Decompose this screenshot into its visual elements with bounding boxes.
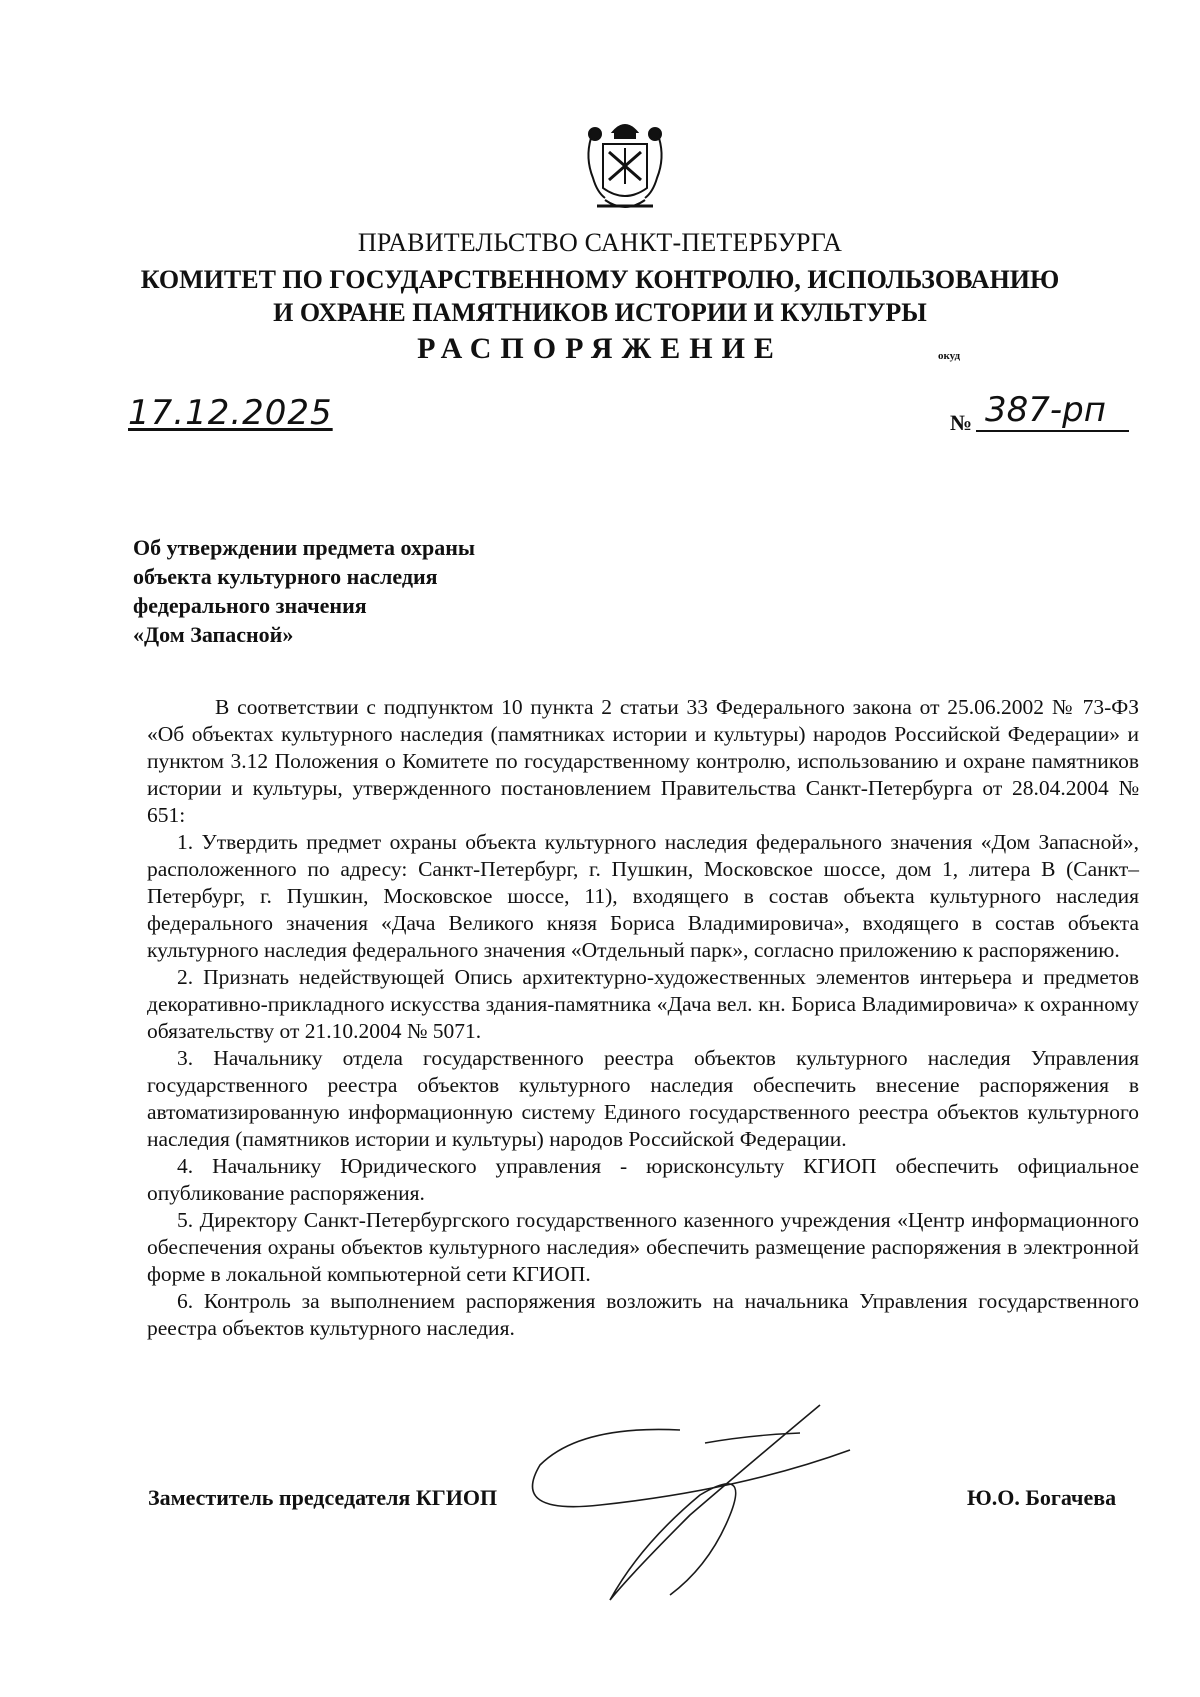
order-item-4: 4. Начальнику Юридического управления - юрисконсульту КГИОП обеспечить официальное опубликование распоряжения. [147,1154,1139,1205]
saint-petersburg-coat-of-arms-icon [583,118,667,218]
number-label: № [950,410,973,435]
order-item-5: 5. Директору Санкт-Петербургского государственного казенного учреждения «Центр информационного обеспечения охраны объектов культурного наследия» обеспечить размещение распоряжения в электронной форме в локальной компьютерной сети КГИОП. [147,1208,1139,1286]
document-number: 387-рп [985,390,1106,430]
number-underline [976,430,1129,432]
order-item-1: 1. Утвердить предмет охраны объекта культурного наследия федерального значения «Дом Запасной», расположенного по адресу: Санкт-Петербург, г. Пушкин, Московское шоссе, дом 1, литера В (Санкт–Петербург, г. Пушкин, Московское шоссе, 11), входящего в состав объекта культурного наследия федерального значения «Дача Великого князя Бориса Владимировича», входящего в состав объекта культурного наследия федерального значения «Отдельный парк», согласно приложению к распоряжению. [147,830,1139,962]
committee-line-2: И ОХРАНЕ ПАМЯТНИКОВ ИСТОРИИ И КУЛЬТУРЫ [273,298,927,327]
committee-line-1: КОМИТЕТ ПО ГОСУДАРСТВЕННОМУ КОНТРОЛЮ, ИСПОЛЬЗОВАНИЮ [140,265,1060,294]
document-body [147,694,1139,1342]
title-line: объекта культурного наследия [133,564,438,589]
signatory-name: Ю.О. Богачева [967,1485,1117,1510]
order-item-2: 2. Признать недействующей Опись архитектурно-художественных элементов интерьера и предметов декоративно-прикладного искусства здания-памятника «Дача вел. кн. Бориса Владимировича» к охранному обязательству от 21.10.2004 № 5071. [147,965,1139,1043]
committee-name [0,263,1200,329]
title-line: «Дом Запасной» [133,622,294,647]
title-line: федерального значения [133,593,367,618]
title-line: Об утверждении предмета охраны [133,535,476,560]
government-name: ПРАВИТЕЛЬСТВО САНКТ-ПЕТЕРБУРГА [357,228,843,257]
document-title [133,533,475,649]
document-type: РАСПОРЯЖЕНИЕ [417,332,783,365]
intro-paragraph: В соответствии с подпунктом 10 пункта 2 статьи 33 Федерального закона от 25.06.2002 № 73-ФЗ «Об объектах культурного наследия (памятниках истории и культуры) народов Российской Федерации» и пунктом 3.12 Положения о Комитете по государственному контролю, использованию и охране памятников истории и культуры, утвержденного постановлением Правительства Санкт-Петербурга от 28.04.2004 № 651: [147,695,1139,827]
handwritten-signature [520,1395,920,1610]
document-date: 17.12.2025 [128,393,333,433]
order-item-3: 3. Начальнику отдела государственного реестра объектов культурного наследия Управления государственного реестра объектов культурного наследия обеспечить внесение распоряжения в автоматизированную информационную систему Единого государственного реестра объектов культурного наследия (памятников истории и культуры) народов Российской Федерации. [147,1046,1139,1151]
order-item-6: 6. Контроль за выполнением распоряжения возложить на начальника Управления государственного реестра объектов культурного наследия. [147,1289,1139,1340]
signatory-role: Заместитель председателя КГИОП [148,1485,498,1510]
okud-label: окуд [938,350,961,362]
